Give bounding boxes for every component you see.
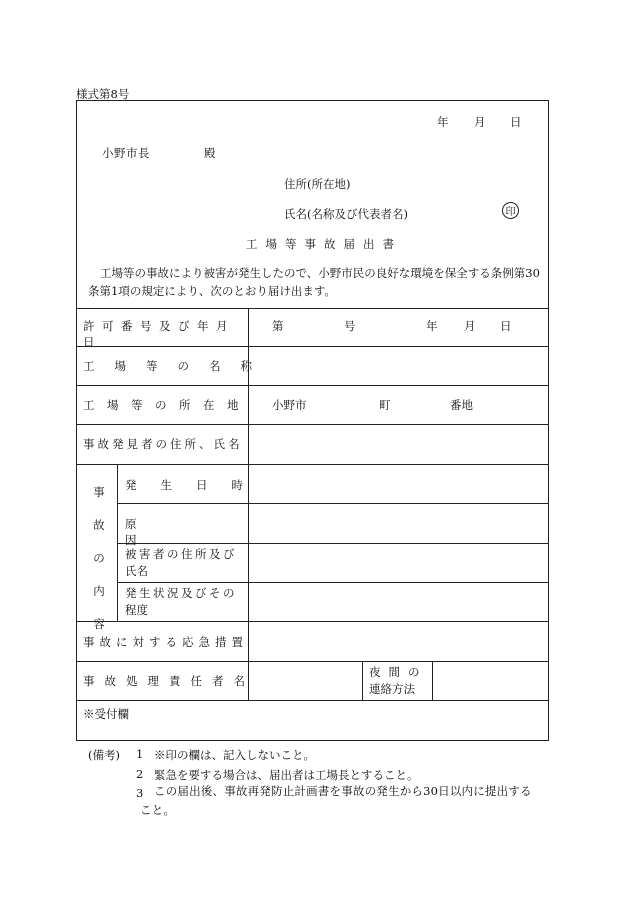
responsible-label: 事故処理責任者名 — [83, 674, 255, 688]
table-line — [76, 385, 549, 386]
note-2-text: 緊急を要する場合は、届出者は工場長とすること。 — [154, 768, 419, 782]
date-year: 年 — [437, 115, 449, 129]
table-divider — [432, 661, 433, 700]
permit-day: 日 — [500, 319, 512, 333]
note-1-num: 1 — [136, 747, 144, 761]
night-contact-line1: 夜間の — [369, 665, 428, 679]
permit-label-text: 許可番号及び年月日 — [83, 319, 235, 349]
seal-mark: 印 — [502, 202, 519, 219]
note-1-text: ※印の欄は、記入しないこと。 — [154, 748, 315, 762]
permit-dai: 第 — [272, 319, 284, 333]
intro-text: 工場等の事故により被害が発生したので、小野市民の良好な環境を保全する条例第30条第1項の規定により、次のとおり届け出ます。 — [88, 266, 540, 298]
addressee-name: 小野市長 — [102, 146, 150, 160]
location-banchi: 番地 — [450, 398, 473, 412]
permit-label — [83, 318, 241, 350]
applicant-name-label: 氏名(名称及び代表者名) — [284, 207, 408, 221]
table-line — [76, 424, 549, 425]
notes-header: (備考) — [88, 748, 120, 762]
form-title: 工場等事故届出書 — [246, 237, 402, 251]
permit-go: 号 — [344, 319, 356, 333]
applicant-address-label: 住所(所在地) — [284, 177, 351, 191]
table-line — [76, 661, 549, 662]
victim-label-line2: 氏名 — [125, 564, 148, 578]
note-3-text: この届出後、事故再発防止計画書を事故の発生から30日以内に提出すること。 — [140, 784, 532, 817]
victim-label-line1: 被害者の住所及び — [125, 547, 237, 561]
date-month: 月 — [474, 115, 486, 129]
table-line — [117, 503, 549, 504]
table-line — [76, 308, 549, 309]
night-contact-line2: 連絡方法 — [369, 682, 415, 696]
date-day: 日 — [510, 115, 522, 129]
night-contact-label — [369, 664, 431, 698]
occurrence-label: 発生日時 — [125, 478, 267, 492]
victim-label — [125, 546, 245, 580]
table-line — [117, 582, 549, 583]
situation-label — [125, 585, 245, 619]
accident-content-label: 事故の内容 — [93, 485, 105, 631]
cause-label-text: 原因 — [125, 517, 220, 547]
emergency-label: 事故に対する応急措置 — [83, 635, 248, 649]
situation-label-line2: 程度 — [125, 603, 148, 617]
table-divider — [117, 464, 118, 621]
permit-year: 年 — [426, 319, 438, 333]
reception-label: ※受付欄 — [83, 707, 129, 721]
factory-location-label: 工場等の所在地 — [83, 398, 251, 412]
permit-month: 月 — [464, 319, 476, 333]
table-line — [76, 464, 549, 465]
cause-label — [125, 516, 241, 548]
factory-name-label: 工場等の名称 — [83, 359, 272, 373]
location-town: 町 — [379, 398, 391, 412]
form-number: 様式第8号 — [76, 87, 130, 101]
table-line — [76, 700, 549, 701]
table-line — [76, 621, 549, 622]
addressee-honorific: 殿 — [204, 146, 216, 160]
location-city: 小野市 — [272, 398, 307, 412]
situation-label-line1: 発生状況及びその — [125, 586, 237, 600]
note-3-num: 3 — [136, 786, 144, 800]
table-divider — [362, 661, 363, 700]
discoverer-label: 事故発見者の住所、氏名 — [83, 437, 243, 451]
note-2-num: 2 — [136, 767, 144, 781]
